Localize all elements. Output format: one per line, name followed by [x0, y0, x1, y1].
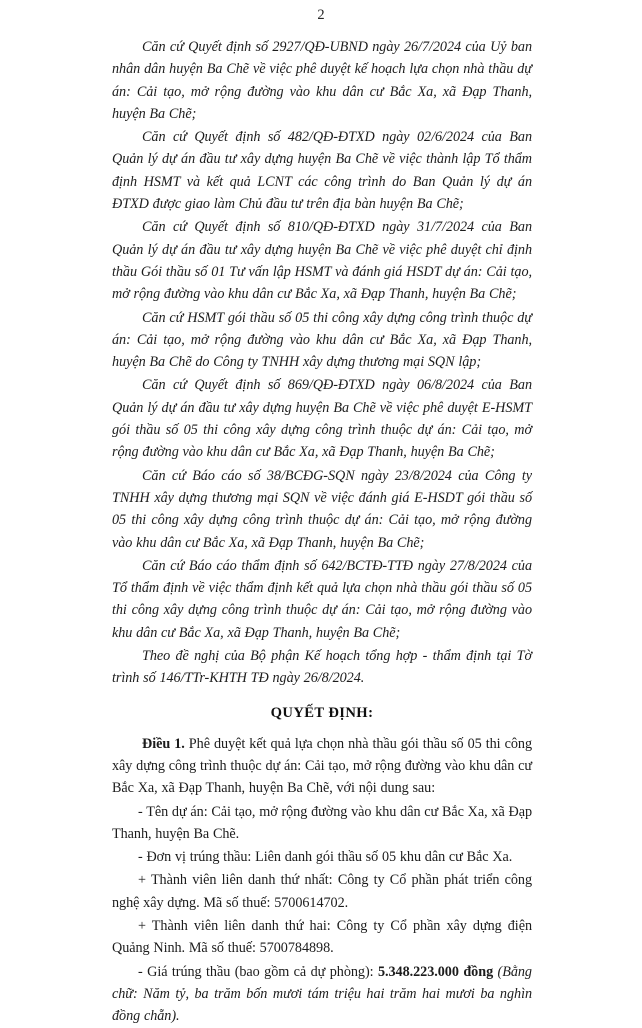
article-1-paragraph — [112, 733, 532, 800]
paragraph-can-cu-bc-642: Căn cứ Báo cáo thẩm định số 642/BCTĐ-TTĐ ngày 27/8/2024 của Tổ thẩm định về việc thẩm định kết quả lựa chọn nhà thầu gói thầu số 05 thi công xây dựng công trình thuộc dự án: Cải tạo, mở rộng đường vào khu dân cư Bắc Xa, xã Đạp Thanh, huyện Ba Chẽ; — [112, 557, 532, 641]
paragraph-can-cu-bc-38: Căn cứ Báo cáo số 38/BCĐG-SQN ngày 23/8/2024 của Công ty TNHH xây dựng thương mại SQN về việc đánh giá E-HSDT gói thầu số 05 thi công xây dựng công trình thuộc dự án: Cải tạo, mở rộng đường vào khu dân cư Bắc Xa, xã Đạp Thanh, huyện Ba Chẽ; — [112, 467, 532, 551]
price-prefix: - Giá trúng thầu (bao gồm cả dự phòng): — [138, 963, 378, 980]
paragraph-can-cu-2927: Căn cứ Quyết định số 2927/QĐ-UBND ngày 26/7/2024 của Uỷ ban nhân dân huyện Ba Chẽ về việc phê duyệt kế hoạch lựa chọn nhà thầu dự án: Cải tạo, mở rộng đường vào khu dân cư Bắc Xa, xã Đạp Thanh, huyện Ba Chẽ; — [112, 39, 532, 122]
page-number: 2 — [317, 7, 325, 23]
article-1-item-gia-trung-thau — [112, 961, 532, 1028]
article-1-label: Điều 1. — [142, 735, 185, 752]
article-1-item-ten-du-an: - Tên dự án: Cải tạo, mở rộng đường vào khu dân cư Bắc Xa, xã Đạp Thanh, huyện Ba Chẽ. — [112, 803, 532, 842]
article-1-body: Phê duyệt kết quả lựa chọn nhà thầu gói thầu số 05 thi công xây dựng công trình thuộc dự án: Cải tạo, mở rộng đường vào khu dân cư Bắc Xa, xã Đạp Thanh, huyện Ba Chẽ, với nội dung sau: — [112, 735, 532, 797]
document-body — [112, 36, 532, 1028]
article-1-item-thanh-vien-1: + Thành viên liên danh thứ nhất: Công ty Cổ phần phát triển công nghệ xây dựng. Mã số thuế: 5700614702. — [112, 872, 532, 911]
price-in-words: (Bằng chữ: Năm tỷ, ba trăm bốn mươi tám triệu hai trăm hai mươi ba nghìn đồng chẵn). — [112, 963, 532, 1025]
paragraph-theo-de-nghi: Theo đề nghị của Bộ phận Kế hoạch tổng hợp - thẩm định tại Tờ trình số 146/TTr-KHTH TĐ ngày 26/8/2024. — [112, 648, 532, 687]
article-1-item-don-vi-trung-thau: - Đơn vị trúng thầu: Liên danh gói thầu số 05 khu dân cư Bắc Xa. — [138, 849, 513, 866]
paragraph-can-cu-482: Căn cứ Quyết định số 482/QĐ-ĐTXD ngày 02/6/2024 của Ban Quản lý dự án đầu tư xây dựng huyện Ba Chẽ về việc thành lập Tổ thẩm định HSMT và kết quả LCNT các công trình do Ban Quản lý dự án ĐTXD được giao làm Chủ đầu tư trên địa bàn huyện Ba Chẽ; — [112, 129, 532, 213]
paragraph-can-cu-hsmt: Căn cứ HSMT gói thầu số 05 thi công xây dựng công trình thuộc dự án: Cải tạo, mở rộng đường vào khu dân cư Bắc Xa, xã Đạp Thanh, huyện Ba Chẽ do Công ty TNHH xây dựng thương mại SQN lập; — [112, 309, 532, 371]
paragraph-can-cu-810: Căn cứ Quyết định số 810/QĐ-ĐTXD ngày 31/7/2024 của Ban Quản lý dự án đầu tư xây dựng huyện Ba Chẽ về việc phê duyệt chỉ định thầu Gói thầu số 01 Tư vấn lập HSMT và đánh giá HSDT dự án: Cải tạo, mở rộng đường vào khu dân cư Bắc Xa, xã Đạp Thanh, huyện Ba Chẽ; — [112, 219, 532, 303]
article-1-item-thanh-vien-2: + Thành viên liên danh thứ hai: Công ty Cổ phần xây dựng điện Quảng Ninh. Mã số thuế: 5700784898. — [112, 917, 532, 957]
price-amount: 5.348.223.000 đồng — [377, 963, 494, 980]
paragraph-can-cu-869: Căn cứ Quyết định số 869/QĐ-ĐTXD ngày 06/8/2024 của Ban Quản lý dự án đầu tư xây dựng huyện Ba Chẽ về việc phê duyệt E-HSMT gói thầu số 05 thi công xây dựng công trình thuộc dự án: Cải tạo, mở rộng đường vào khu dân cư Bắc Xa, xã Đạp Thanh, huyện Ba Chẽ; — [112, 377, 532, 461]
decision-heading: QUYẾT ĐỊNH: — [270, 704, 374, 721]
